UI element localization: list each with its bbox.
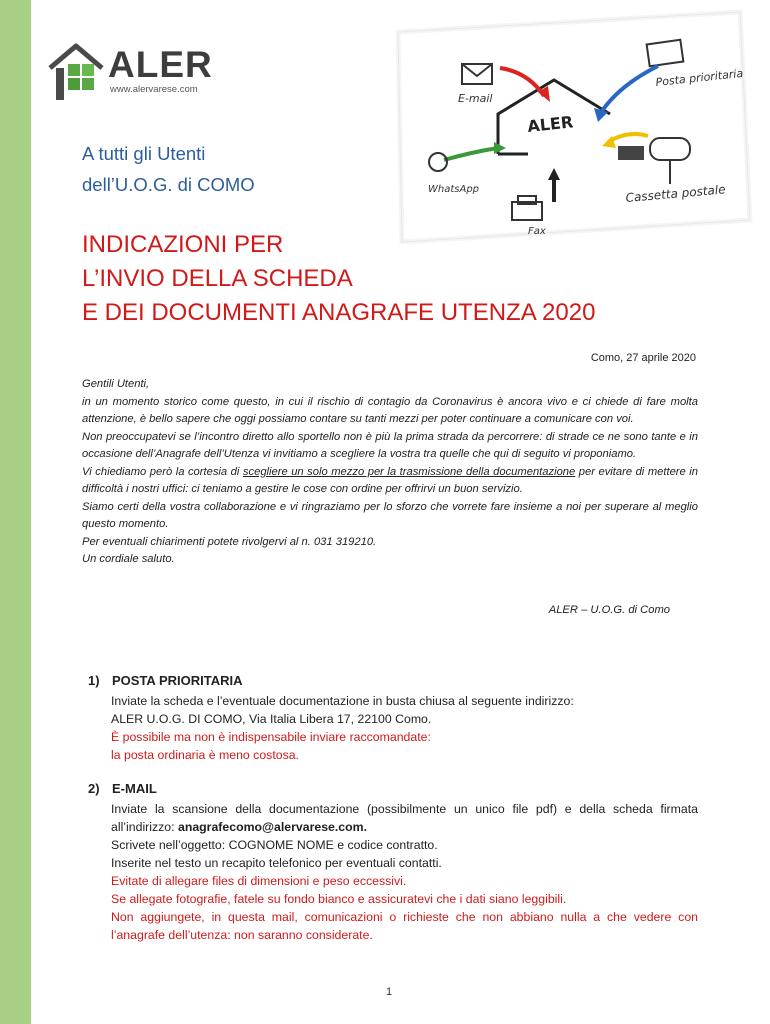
section-2-heading (88, 780, 698, 798)
section-2-note-1: Evitate di allegare files di dimensioni e peso eccessivi. (111, 874, 407, 888)
letter-paragraph-1: in un momento storico come questo, in cui il rischio di contagio da Coronavirus è ancora vivo e ci chiede di fare molta attenzione, è bello sapere che oggi possiamo contare su tanti mezzi per poter continuare a comunicare con voi. (82, 395, 698, 425)
section-1-line-1: Inviate la scheda e l’eventuale documentazione in busta chiusa al seguente indirizzo: (111, 694, 574, 708)
letter-paragraph-4: Siamo certi della vostra collaborazione e vi ringraziamo per lo sforzo che vorrete fare insieme a noi per superare al meglio questo momento. (82, 500, 698, 530)
letter-paragraph-6: Un cordiale saluto. (82, 553, 175, 565)
title-line1: INDICAZIONI PER (82, 231, 284, 258)
letter-signature: ALER – U.O.G. di Como (548, 604, 670, 616)
section-2-line-3: Inserite nel testo un recapito telefonico per eventuali contatti. (111, 856, 442, 870)
letter-paragraph-3 (82, 464, 698, 499)
left-green-bar (0, 0, 31, 1024)
letter-paragraph-5: Per eventuali chiarimenti potete rivolgervi al n. 031 319210. (82, 535, 377, 548)
section-2-body (88, 800, 698, 944)
communication-channels-illustration (378, 6, 754, 244)
section-2-note-2: Se allegate fotografie, fatele su fondo bianco e assicuratevi che i dati siano leggibili. (111, 892, 567, 906)
title-line3: E DEI DOCUMENTI ANAGRAFE UTENZA 2020 (82, 299, 596, 326)
section-1-number: 1) (88, 673, 100, 688)
section-2-line-1-text: Inviate la scansione della documentazione (possibilmente un unico file pdf) e della scheda firmata all’indirizzo: (111, 802, 698, 834)
section-1-note-1: È possibile ma non è indispensabile inviare raccomandate: (111, 730, 431, 744)
letter-paragraph-2: Non preoccupatevi se l’incontro diretto allo sportello non è più la prima strada da percorrere: di strade ce ne sono tante e in occasione dell’Anagrafe dell’Utenza vi invitiamo a scegliere la vostra tra quelle che qui di seguito vi proponiamo. (82, 430, 698, 460)
recipients-line1: A tutti gli Utenti (82, 143, 206, 164)
section-1-heading (88, 672, 698, 690)
section-1-note-2: la posta ordinaria è meno costosa. (111, 748, 299, 762)
whatsapp-label: WhatsApp (428, 184, 480, 195)
page-title (82, 228, 595, 330)
logo-url: www.alervarese.com (110, 84, 198, 95)
page-number: 1 (386, 986, 393, 998)
letter-date: Como, 27 aprile 2020 (590, 352, 696, 364)
letter-greeting: Gentili Utenti, (82, 378, 150, 390)
section-2-number: 2) (88, 781, 100, 796)
recipients-line2: dell’U.O.G. di COMO (82, 174, 255, 195)
recipients (82, 138, 255, 200)
letter-p3-end: per evitare di mettere in difficoltà i nostri uffici: ci teniamo a gestire le cose con ordine per offrirvi un buon servizio. (82, 465, 698, 495)
letter-p3-underlined: scegliere un solo mezzo per la trasmissione della documentazione (242, 465, 576, 478)
section-posta-prioritaria (88, 672, 698, 764)
letter-p3-start: Vi chiediamo però la cortesia di (82, 465, 243, 478)
posta-label: Posta prioritaria (654, 66, 744, 89)
title-line2: L’INVIO DELLA SCHEDA (82, 265, 353, 292)
logo-name: ALER (108, 44, 213, 85)
section-2-email-address: anagrafecomo@alervarese.com. (177, 820, 368, 834)
section-1-address: ALER U.O.G. DI COMO, Via Italia Libera 17, 22100 Como. (111, 712, 432, 726)
cassetta-label: Cassetta postale (625, 182, 727, 205)
section-2-line-2: Scrivete nell’oggetto: COGNOME NOME e codice contratto. (111, 838, 438, 852)
section-1-body (88, 692, 698, 764)
email-label: E-mail (458, 92, 493, 105)
fax-label: Fax (528, 226, 546, 237)
section-2-line-1 (111, 800, 698, 836)
section-email (88, 780, 698, 944)
letter-body (82, 376, 698, 569)
center-label: ALER (526, 112, 574, 136)
section-2-title: E-MAIL (112, 781, 157, 796)
section-1-title: POSTA PRIORITARIA (112, 673, 243, 688)
section-2-note-3: Non aggiungete, in questa mail, comunicazioni o richieste che non abbiano nulla a che vedere con l’anagrafe dell’utenza: non saranno considerate. (111, 910, 698, 942)
